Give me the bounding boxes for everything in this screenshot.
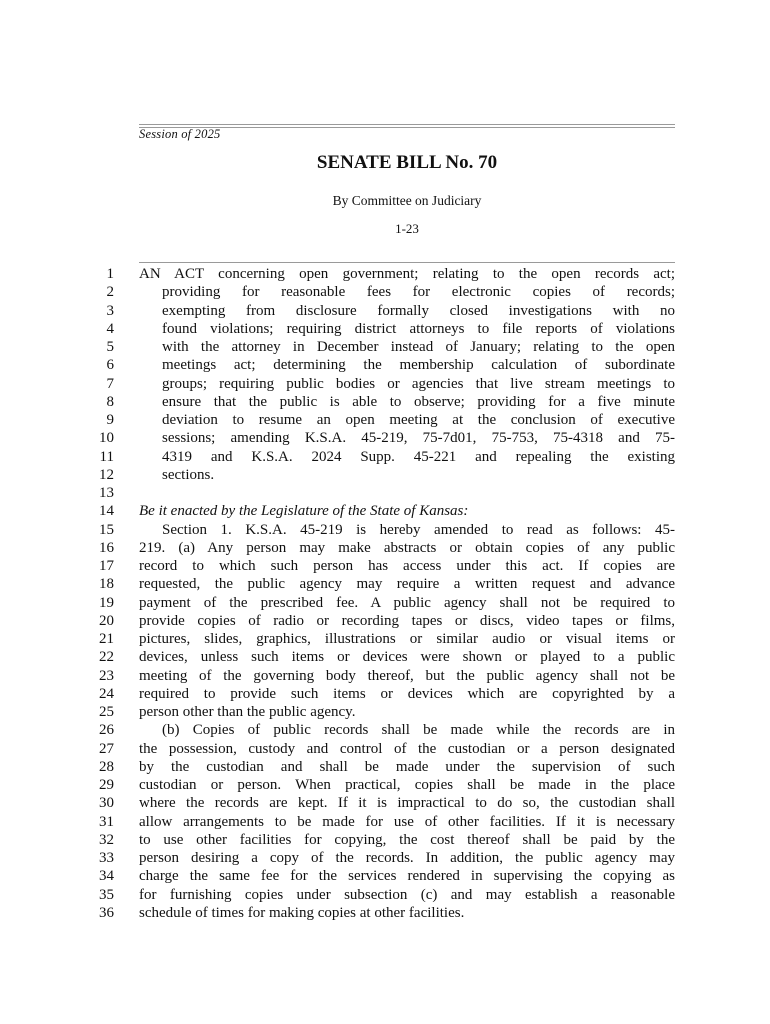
line-text: Section 1. K.S.A. 45-219 is hereby amended to read as follows: 45- xyxy=(162,521,675,538)
line-text: charge the same fee for the services rendered in supervising the copying as xyxy=(139,868,675,885)
line-text: (b) Copies of public records shall be made while the records are in xyxy=(162,722,675,739)
line-number: 21 xyxy=(99,631,114,647)
line-number: 30 xyxy=(99,795,114,812)
line-text: to use other facilities for copying, the cost thereof shall be paid by the xyxy=(139,831,675,848)
bill-title: SENATE BILL No. 70 xyxy=(316,152,498,173)
line-number: 14 xyxy=(99,503,114,520)
bill-line xyxy=(0,831,770,849)
bill-line xyxy=(0,758,770,776)
bill-line xyxy=(0,393,770,411)
line-number: 18 xyxy=(99,576,114,593)
line-number: 19 xyxy=(99,594,114,611)
bill-line xyxy=(0,302,770,320)
line-number: 6 xyxy=(106,357,114,374)
bill-line xyxy=(0,521,770,539)
line-number: 36 xyxy=(99,904,114,921)
line-number: 3 xyxy=(106,302,114,319)
line-number: 28 xyxy=(99,758,114,775)
bill-line xyxy=(0,429,770,447)
bill-line xyxy=(0,703,770,721)
line-number: 13 xyxy=(99,485,114,501)
line-number: 4 xyxy=(106,320,114,337)
text-start-rule xyxy=(139,262,675,263)
line-number: 17 xyxy=(99,558,114,574)
line-number: 15 xyxy=(99,521,114,538)
bill-line xyxy=(0,904,770,922)
line-text: sessions; amending K.S.A. 45-219, 75-7d01, 75-753, 75-4318 and 75- xyxy=(162,430,675,447)
line-number: 35 xyxy=(99,886,114,903)
line-number: 29 xyxy=(99,777,114,793)
line-text: pictures, slides, graphics, illustrations or similar audio or visual items or xyxy=(139,631,675,647)
line-number: 10 xyxy=(99,430,114,447)
bill-line xyxy=(0,776,770,794)
bill-line xyxy=(0,740,770,758)
bill-line xyxy=(0,466,770,484)
bill-line xyxy=(0,594,770,612)
bill-line xyxy=(0,338,770,356)
line-number: 5 xyxy=(106,339,114,355)
line-number: 7 xyxy=(106,375,114,392)
line-text: requested, the public agency may require a written request and advance xyxy=(139,576,675,593)
line-number: 20 xyxy=(99,612,114,629)
line-text: record to which such person has access under this act. If copies are xyxy=(139,558,675,574)
line-text: allow arrangements to be made for use of other facilities. If it is necessary xyxy=(139,813,675,830)
bill-line xyxy=(0,448,770,466)
line-text: AN ACT concerning open government; relating to the open records act; xyxy=(139,266,675,282)
line-text: exempting from disclosure formally closed investigations with no xyxy=(162,302,675,319)
bill-line xyxy=(0,685,770,703)
bill-line xyxy=(0,502,770,520)
bill-line xyxy=(0,484,770,502)
bill-line xyxy=(0,575,770,593)
line-text: for furnishing copies under subsection (c) and may establish a reasonable xyxy=(139,886,675,903)
line-text: person desiring a copy of the records. In addition, the public agency may xyxy=(139,850,675,866)
line-number: 11 xyxy=(99,448,114,465)
line-text: meetings act; determining the membership calculation of subordinate xyxy=(162,357,675,374)
line-number: 22 xyxy=(99,649,114,666)
line-text: deviation to resume an open meeting at the conclusion of executive xyxy=(162,412,675,428)
line-number: 32 xyxy=(99,831,114,848)
bill-line xyxy=(0,648,770,666)
line-number: 24 xyxy=(99,685,114,702)
line-text: providing for reasonable fees for electronic copies of records; xyxy=(162,284,675,301)
line-number: 16 xyxy=(99,539,114,556)
bill-line xyxy=(0,849,770,867)
bill-line xyxy=(0,886,770,904)
line-number: 2 xyxy=(106,284,114,301)
line-number: 25 xyxy=(99,704,114,720)
line-number: 27 xyxy=(99,740,114,757)
line-number: 1 xyxy=(106,266,114,282)
line-text: payment of the prescribed fee. A public agency shall not be required to xyxy=(139,594,675,611)
line-text: person other than the public agency. xyxy=(139,704,356,720)
bill-line xyxy=(0,630,770,648)
bill-line xyxy=(0,794,770,812)
line-text: custodian or person. When practical, copies shall be made in the place xyxy=(139,777,675,793)
line-number: 31 xyxy=(99,813,114,830)
line-text: required to provide such items or devices which are copyrighted by a xyxy=(139,685,675,702)
bill-line xyxy=(0,612,770,630)
line-text: provide copies of radio or recording tapes or discs, video tapes or films, xyxy=(139,612,675,629)
session-label: Session of 2025 xyxy=(139,127,221,141)
bill-line xyxy=(0,411,770,429)
line-number: 23 xyxy=(99,667,114,684)
line-text: where the records are kept. If it is impractical to do so, the custodian shall xyxy=(139,795,675,812)
line-text: devices, unless such items or devices were shown or played to a public xyxy=(139,649,675,666)
enacting-clause: Be it enacted by the Legislature of the State of Kansas: xyxy=(139,503,469,520)
line-text: schedule of times for making copies at other facilities. xyxy=(139,904,465,921)
line-number: 12 xyxy=(99,466,114,483)
bill-line xyxy=(0,283,770,301)
line-text: meeting of the governing body thereof, but the public agency shall not be xyxy=(139,667,675,684)
bill-line xyxy=(0,320,770,338)
line-text: found violations; requiring district attorneys to file reports of violations xyxy=(162,320,675,337)
bill-line xyxy=(0,867,770,885)
bill-date: 1-23 xyxy=(395,221,419,236)
line-text: groups; requiring public bodies or agencies that live stream meetings to xyxy=(162,375,675,392)
bill-line xyxy=(0,813,770,831)
bill-text xyxy=(0,265,770,922)
bill-line xyxy=(0,667,770,685)
bill-line xyxy=(0,265,770,283)
line-number: 26 xyxy=(99,722,114,739)
line-text: the possession, custody and control of the custodian or a person designated xyxy=(139,740,675,757)
line-text: with the attorney in December instead of January; relating to the open xyxy=(162,339,675,355)
bill-line xyxy=(0,721,770,739)
line-number: 9 xyxy=(106,412,114,428)
line-text: ensure that the public is able to observe; providing for a five minute xyxy=(162,393,675,410)
line-number: 8 xyxy=(106,393,114,410)
line-text: by the custodian and shall be made under the supervision of such xyxy=(139,758,675,775)
line-number: 34 xyxy=(99,868,114,885)
bill-line xyxy=(0,356,770,374)
bill-line xyxy=(0,557,770,575)
header-rule-top xyxy=(139,124,675,125)
line-text: 4319 and K.S.A. 2024 Supp. 45-221 and repealing the existing xyxy=(162,448,675,465)
bill-line xyxy=(0,375,770,393)
bill-line xyxy=(0,539,770,557)
line-text: sections. xyxy=(162,466,215,483)
line-text: 219. (a) Any person may make abstracts or obtain copies of any public xyxy=(139,539,675,556)
bill-sponsor: By Committee on Judiciary xyxy=(332,193,482,208)
line-number: 33 xyxy=(99,850,114,866)
